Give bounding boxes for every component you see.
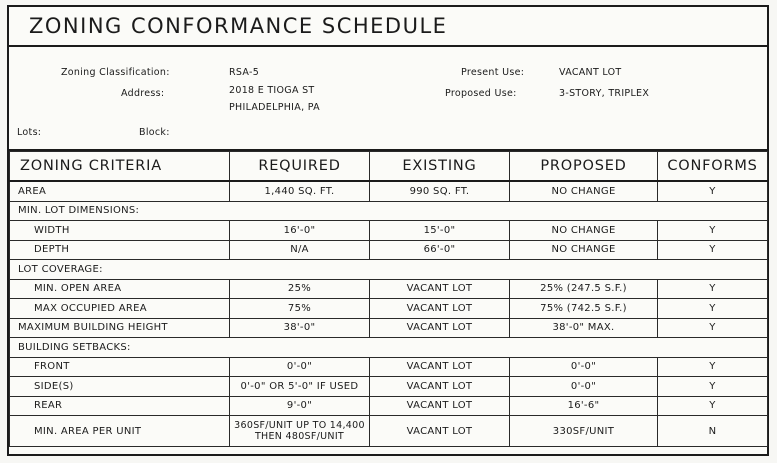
present-use-value: VACANT LOT bbox=[559, 67, 622, 78]
section-row bbox=[10, 201, 768, 221]
table-row bbox=[10, 357, 768, 377]
section-row bbox=[10, 338, 768, 358]
table-header-row bbox=[10, 152, 768, 182]
conforms-cell: Y bbox=[658, 181, 768, 201]
conforms-cell: Y bbox=[658, 396, 768, 416]
conforms-cell: Y bbox=[658, 377, 768, 397]
criteria-cell: WIDTH bbox=[10, 221, 230, 241]
section-heading: MIN. LOT DIMENSIONS: bbox=[10, 201, 768, 221]
existing-cell: VACANT LOT bbox=[370, 416, 510, 447]
address-label: Address: bbox=[121, 88, 165, 99]
section-row bbox=[10, 260, 768, 280]
zoning-classification-label: Zoning Classification: bbox=[61, 67, 170, 78]
table-row bbox=[10, 221, 768, 241]
required-cell: N/A bbox=[230, 240, 370, 260]
table-row bbox=[10, 299, 768, 319]
proposed-use-value: 3-STORY, TRIPLEX bbox=[559, 88, 650, 99]
page-title: ZONING CONFORMANCE SCHEDULE bbox=[29, 14, 448, 38]
criteria-cell: DEPTH bbox=[10, 240, 230, 260]
section-heading: BUILDING SETBACKS: bbox=[10, 338, 768, 358]
required-line-2: THEN 480SF/UNIT bbox=[254, 431, 345, 442]
title-box bbox=[9, 7, 767, 47]
header-required: REQUIRED bbox=[230, 152, 370, 182]
required-cell: 25% bbox=[230, 279, 370, 299]
proposed-cell: 25% (247.5 S.F.) bbox=[510, 279, 658, 299]
required-cell: 1,440 SQ. FT. bbox=[230, 181, 370, 201]
proposed-use-label: Proposed Use: bbox=[445, 88, 517, 99]
table-row bbox=[10, 279, 768, 299]
conforms-cell: Y bbox=[658, 221, 768, 241]
proposed-cell: NO CHANGE bbox=[510, 221, 658, 241]
proposed-cell: 330SF/UNIT bbox=[510, 416, 658, 447]
table-row bbox=[10, 396, 768, 416]
criteria-cell: MAXIMUM BUILDING HEIGHT bbox=[10, 318, 230, 338]
zoning-schedule-sheet bbox=[7, 5, 769, 456]
required-cell: 0'-0" bbox=[230, 357, 370, 377]
header-existing: EXISTING bbox=[370, 152, 510, 182]
proposed-cell: NO CHANGE bbox=[510, 181, 658, 201]
existing-cell: VACANT LOT bbox=[370, 357, 510, 377]
conforms-cell: N bbox=[658, 416, 768, 447]
required-cell: 9'-0" bbox=[230, 396, 370, 416]
conforms-cell: Y bbox=[658, 279, 768, 299]
proposed-cell: 0'-0" bbox=[510, 377, 658, 397]
proposed-cell: 38'-0" MAX. bbox=[510, 318, 658, 338]
proposed-cell: 0'-0" bbox=[510, 357, 658, 377]
address-line-1: 2018 E TIOGA ST bbox=[229, 85, 315, 96]
table-row bbox=[10, 318, 768, 338]
existing-cell: VACANT LOT bbox=[370, 318, 510, 338]
proposed-cell: 16'-6" bbox=[510, 396, 658, 416]
section-heading: LOT COVERAGE: bbox=[10, 260, 768, 280]
block-label: Block: bbox=[139, 127, 170, 138]
header-zoning-criteria: ZONING CRITERIA bbox=[10, 152, 230, 182]
conforms-cell: Y bbox=[658, 240, 768, 260]
existing-cell: 66'-0" bbox=[370, 240, 510, 260]
zoning-classification-value: RSA-5 bbox=[229, 67, 260, 78]
proposed-cell: 75% (742.5 S.F.) bbox=[510, 299, 658, 319]
existing-cell: 15'-0" bbox=[370, 221, 510, 241]
zoning-criteria-table bbox=[9, 151, 768, 447]
criteria-cell: MIN. OPEN AREA bbox=[10, 279, 230, 299]
table-row bbox=[10, 377, 768, 397]
criteria-cell: MIN. AREA PER UNIT bbox=[10, 416, 230, 447]
required-cell: 75% bbox=[230, 299, 370, 319]
required-cell: 38'-0" bbox=[230, 318, 370, 338]
lots-label: Lots: bbox=[17, 127, 42, 138]
address-line-2: PHILADELPHIA, PA bbox=[229, 102, 320, 113]
criteria-cell: MAX OCCUPIED AREA bbox=[10, 299, 230, 319]
table-row bbox=[10, 416, 768, 447]
header-proposed: PROPOSED bbox=[510, 152, 658, 182]
project-info-box bbox=[9, 47, 767, 151]
existing-cell: 990 SQ. FT. bbox=[370, 181, 510, 201]
conforms-cell: Y bbox=[658, 299, 768, 319]
conforms-cell: Y bbox=[658, 357, 768, 377]
existing-cell: VACANT LOT bbox=[370, 299, 510, 319]
required-cell: 16'-0" bbox=[230, 221, 370, 241]
existing-cell: VACANT LOT bbox=[370, 279, 510, 299]
criteria-cell: REAR bbox=[10, 396, 230, 416]
conforms-cell: Y bbox=[658, 318, 768, 338]
existing-cell: VACANT LOT bbox=[370, 377, 510, 397]
header-conforms: CONFORMS bbox=[658, 152, 768, 182]
criteria-cell: AREA bbox=[10, 181, 230, 201]
required-cell: 0'-0" OR 5'-0" IF USED bbox=[230, 377, 370, 397]
required-cell bbox=[230, 416, 370, 447]
criteria-cell: SIDE(S) bbox=[10, 377, 230, 397]
criteria-cell: FRONT bbox=[10, 357, 230, 377]
table-row bbox=[10, 181, 768, 201]
existing-cell: VACANT LOT bbox=[370, 396, 510, 416]
present-use-label: Present Use: bbox=[461, 67, 525, 78]
table-row bbox=[10, 240, 768, 260]
proposed-cell: NO CHANGE bbox=[510, 240, 658, 260]
required-line-1: 360SF/UNIT UP TO 14,400 bbox=[234, 420, 365, 431]
